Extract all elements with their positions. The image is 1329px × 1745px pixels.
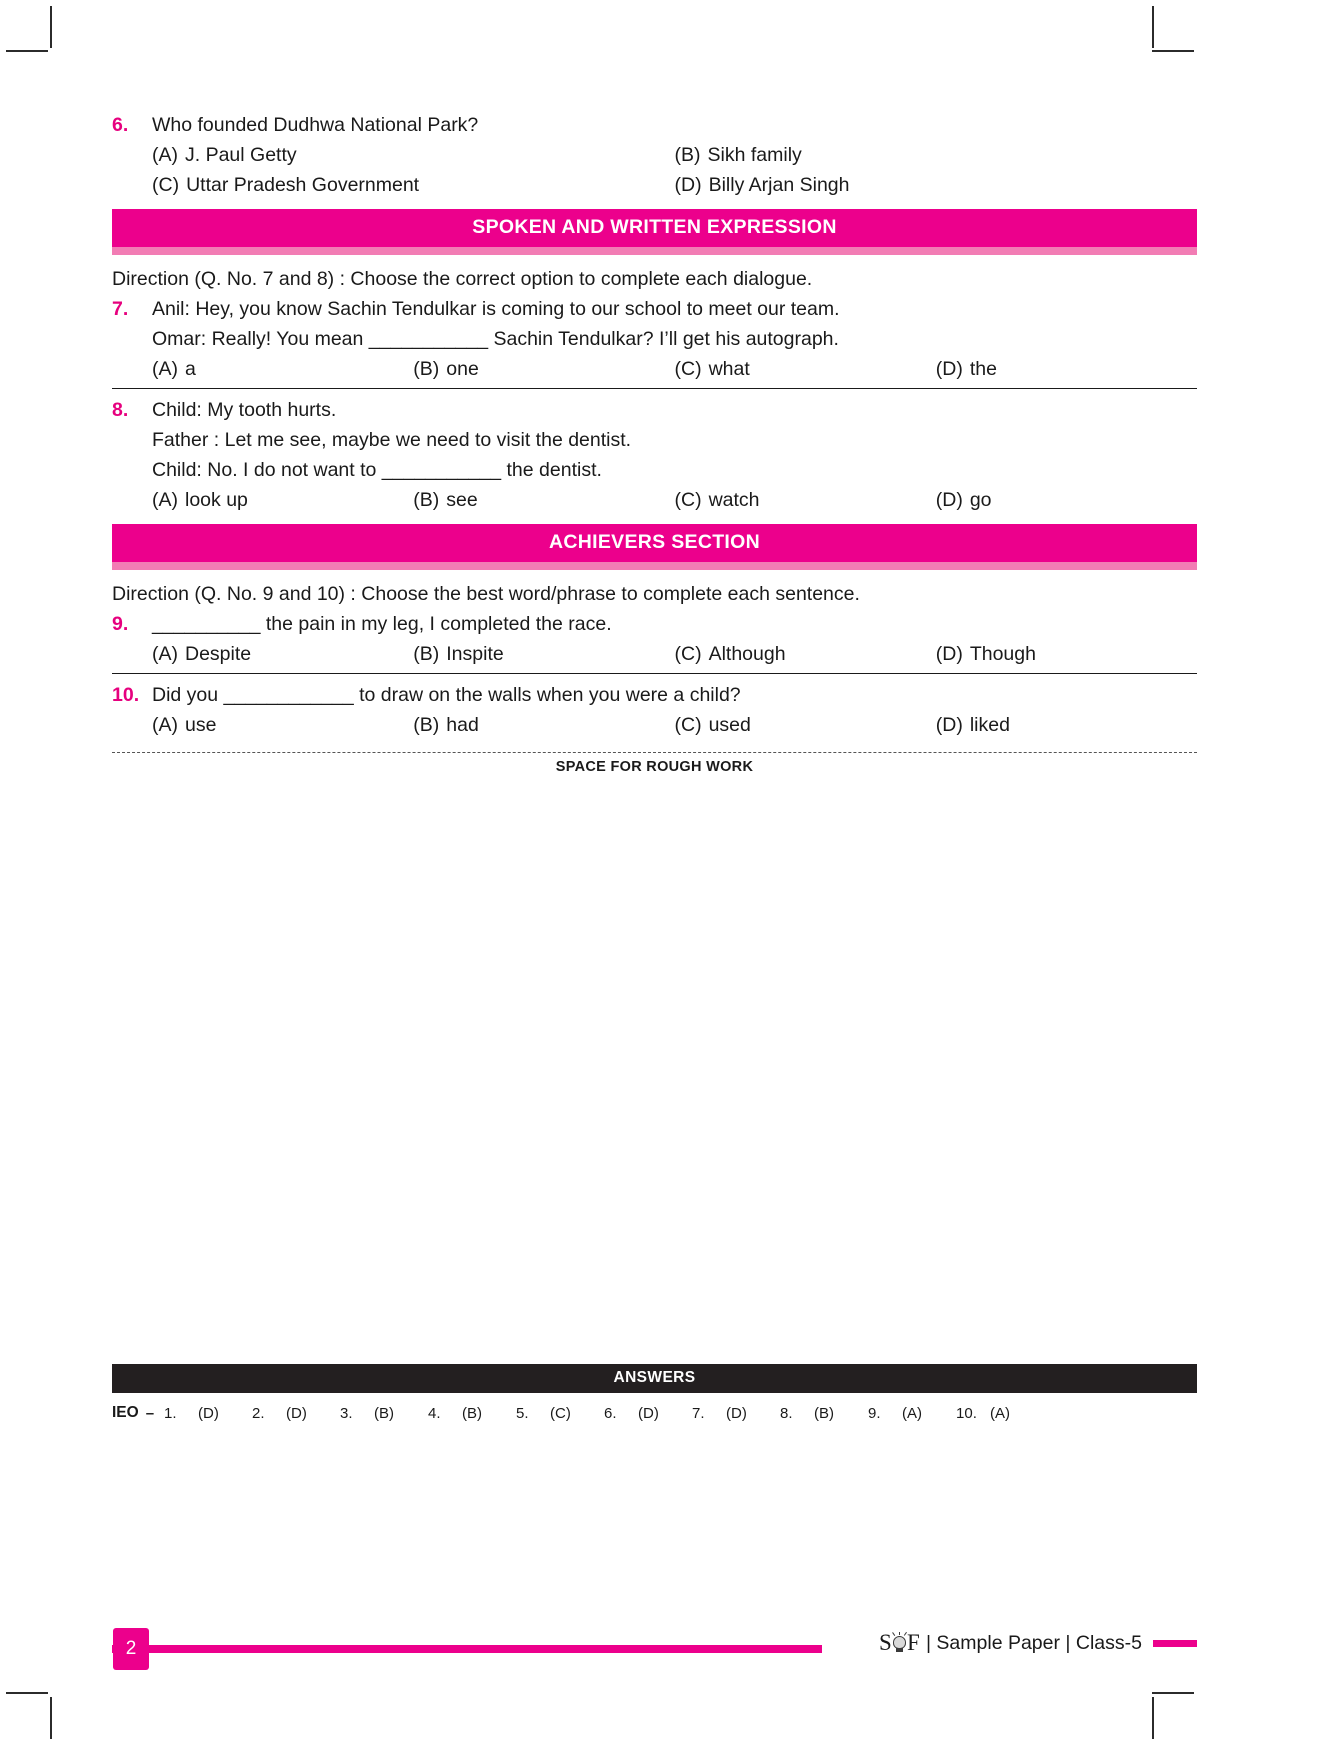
option-8-b-text: see [446,489,478,511]
answers-exam-tag: IEO [112,1404,139,1421]
answer-9-number: 9. [868,1404,881,1422]
option-9-c[interactable] [675,639,936,669]
answers-list [112,1393,1197,1422]
option-6-a[interactable] [152,140,675,170]
option-8-d-label: (D) [935,489,963,511]
answer-item-9 [868,1405,956,1422]
answer-item-5 [516,1405,604,1422]
answer-6-value: (D) [638,1404,659,1422]
separator-q9-q10 [112,673,1197,674]
option-6-a-text: J. Paul Getty [185,144,297,166]
question-7-number: 7. [112,298,129,320]
answer-3-value: (B) [374,1404,395,1422]
question-8-text-line-3: Child: No. I do not want to ___________ the dentist. [152,459,602,481]
question-7-text-line-2: Omar: Really! You mean ___________ Sachin Tendulkar? I’ll get his autograph. [152,328,839,350]
question-10-stem [112,680,1197,710]
option-10-c-label: (C) [674,714,702,736]
answer-7-number: 7. [692,1404,705,1422]
section-achievers-title: ACHIEVERS SECTION [112,524,1197,562]
bulb-icon [892,1633,907,1654]
option-8-c-text: watch [708,489,760,511]
option-9-d-label: (D) [935,643,963,665]
question-7-text-line-1: Anil: Hey, you know Sachin Tendulkar is coming to our school to meet our team. [152,298,840,320]
sof-logo-s: S [878,1630,892,1655]
answer-10-value: (A) [990,1404,1011,1422]
question-6-options-row-2 [112,170,1197,200]
answer-2-number: 2. [252,1404,265,1422]
option-9-b[interactable] [413,639,674,669]
option-7-c[interactable] [675,354,936,384]
option-9-d-text: Though [969,643,1036,665]
option-8-c[interactable] [675,485,936,515]
answer-10-number: 10. [956,1404,977,1422]
section-achievers [112,524,1197,570]
question-10-text: Did you ____________ to draw on the walls when you were a child? [152,684,741,706]
answer-2-value: (D) [286,1404,307,1422]
bulb-base [896,1648,903,1652]
crop-mark-top-left-v [50,6,52,48]
sof-logo-f: F [906,1630,920,1655]
option-7-c-text: what [708,358,750,380]
option-10-a-text: use [185,714,217,736]
bulb-ray-right [904,1631,907,1635]
page-content [112,0,1197,1745]
question-6 [112,0,1197,200]
option-7-a-label: (A) [152,358,178,380]
rough-work-dashed-separator [112,752,1197,753]
option-6-d[interactable] [675,170,1198,200]
question-9-number: 9. [112,613,129,635]
option-6-d-label: (D) [674,174,702,196]
answer-5-value: (C) [550,1404,571,1422]
option-7-c-label: (C) [674,358,702,380]
question-7-options [112,354,1197,384]
option-7-b-label: (B) [413,358,440,380]
answer-8-value: (B) [814,1404,835,1422]
option-8-b-label: (B) [413,489,440,511]
option-10-a[interactable] [152,710,413,740]
page-footer [112,1628,1197,1668]
section-spoken-title: SPOKEN AND WRITTEN EXPRESSION [112,209,1197,247]
option-8-d-text: go [969,489,992,511]
answer-1-number: 1. [164,1404,177,1422]
answer-item-2 [252,1405,340,1422]
section-spoken-written-expression [112,209,1197,255]
option-10-c[interactable] [675,710,936,740]
answer-6-number: 6. [604,1404,617,1422]
bulb-ray-left [892,1631,895,1635]
option-7-b[interactable] [413,354,674,384]
answer-1-value: (D) [198,1404,219,1422]
answer-item-7 [692,1405,780,1422]
option-7-a[interactable] [152,354,413,384]
answers-bar-title: ANSWERS [112,1364,1197,1393]
section-spoken-underbar [112,247,1197,255]
footer-rule [112,1645,822,1653]
answer-item-1 [164,1405,252,1422]
option-7-b-text: one [446,358,479,380]
question-10 [112,680,1197,740]
page-number-badge: 2 [113,1628,149,1670]
question-10-options [112,710,1197,740]
option-9-c-label: (C) [674,643,702,665]
option-9-a-text: Despite [185,643,252,665]
direction-achievers: Direction (Q. No. 9 and 10) : Choose the best word/phrase to complete each sentence. [112,583,860,605]
answer-7-value: (D) [726,1404,747,1422]
question-6-stem [112,110,1197,140]
option-10-d-text: liked [969,714,1010,736]
option-10-b[interactable] [413,710,674,740]
option-10-a-label: (A) [152,714,178,736]
question-6-options-row-1 [112,140,1197,170]
option-8-a[interactable] [152,485,413,515]
option-6-c-text: Uttar Pradesh Government [186,174,420,196]
option-7-d-label: (D) [935,358,963,380]
option-9-a[interactable] [152,639,413,669]
question-8 [112,395,1197,515]
answer-item-10 [956,1405,1044,1422]
option-10-b-text: had [446,714,479,736]
question-9-stem [112,609,1197,639]
sof-logo [879,1630,920,1656]
option-9-d[interactable] [936,639,1197,669]
option-6-b-text: Sikh family [707,144,802,166]
option-6-d-text: Billy Arjan Singh [708,174,850,196]
option-8-d[interactable] [936,485,1197,515]
question-8-text-line-2: Father : Let me see, maybe we need to visit the dentist. [152,429,632,451]
crop-mark-top-left-h [6,50,48,52]
option-10-d[interactable] [936,710,1197,740]
option-8-b[interactable] [413,485,674,515]
question-8-text-line-1: Child: My tooth hurts. [152,399,337,421]
option-10-c-text: used [708,714,751,736]
option-6-c[interactable] [152,170,675,200]
option-9-b-text: Inspite [446,643,504,665]
answers-section [112,1364,1197,1422]
question-7 [112,294,1197,384]
option-6-b-label: (B) [674,144,701,166]
option-9-b-label: (B) [413,643,440,665]
section-achievers-underbar [112,562,1197,570]
question-10-number: 10. [112,684,140,706]
question-8-number: 8. [112,399,129,421]
answer-8-number: 8. [780,1404,793,1422]
question-6-number: 6. [112,114,129,136]
option-8-a-label: (A) [152,489,178,511]
answer-item-3 [340,1405,428,1422]
answer-5-number: 5. [516,1404,529,1422]
question-9 [112,609,1197,669]
option-10-b-label: (B) [413,714,440,736]
answer-9-value: (A) [902,1404,923,1422]
question-9-text: __________ the pain in my leg, I completed the race. [152,613,612,635]
option-6-b[interactable] [675,140,1198,170]
direction-spoken: Direction (Q. No. 7 and 8) : Choose the correct option to complete each dialogue. [112,268,813,290]
question-9-options [112,639,1197,669]
footer-accent-dash [1153,1640,1197,1647]
question-7-line-1 [112,294,1197,324]
answer-3-number: 3. [340,1404,353,1422]
question-8-options [112,485,1197,515]
option-9-a-label: (A) [152,643,178,665]
question-6-text: Who founded Dudhwa National Park? [152,114,479,136]
question-8-line-1 [112,395,1197,425]
option-6-a-label: (A) [152,144,178,166]
answer-item-8 [780,1405,868,1422]
crop-mark-bottom-left-h [6,1692,48,1694]
option-9-c-text: Although [708,643,786,665]
footer-text: | Sample Paper | Class-5 [925,1631,1142,1654]
option-8-c-label: (C) [674,489,702,511]
option-7-a-text: a [185,358,196,380]
option-7-d[interactable] [936,354,1197,384]
answers-dash: – [145,1404,155,1422]
option-6-c-label: (C) [152,174,180,196]
option-7-d-text: the [969,358,997,380]
answer-4-value: (B) [462,1404,483,1422]
footer-right-group [879,1630,1197,1656]
option-10-d-label: (D) [935,714,963,736]
bulb-ray-center [899,1632,900,1636]
option-8-a-text: look up [185,489,248,511]
answer-item-4 [428,1405,516,1422]
crop-mark-bottom-left-v [50,1697,52,1739]
answer-item-6 [604,1405,692,1422]
answer-4-number: 4. [428,1404,441,1422]
rough-work-label: SPACE FOR ROUGH WORK [555,759,754,775]
separator-q7-q8 [112,388,1197,389]
